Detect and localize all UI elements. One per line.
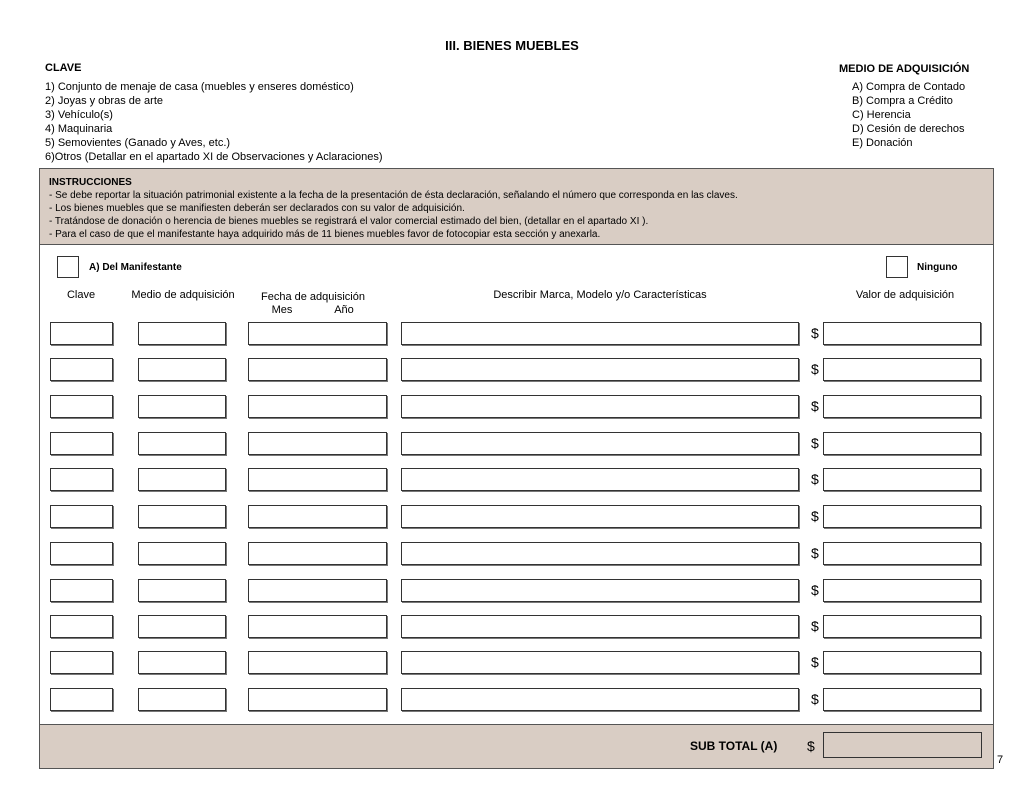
fecha-field[interactable]: [248, 432, 387, 455]
fecha-field[interactable]: [248, 651, 387, 674]
valor-field[interactable]: [823, 542, 981, 565]
describir-field[interactable]: [401, 688, 799, 711]
fecha-field[interactable]: [248, 358, 387, 381]
section-title: III. BIENES MUEBLES: [445, 38, 579, 53]
clave-item: 2) Joyas y obras de arte: [45, 95, 164, 107]
valor-field[interactable]: [823, 468, 981, 491]
clave-item: 4) Maquinaria: [45, 123, 113, 135]
clave-field[interactable]: [50, 615, 113, 638]
manifestante-checkbox[interactable]: [57, 256, 79, 278]
describir-field[interactable]: [401, 432, 799, 455]
describir-field[interactable]: [401, 322, 799, 345]
valor-currency: $: [811, 471, 819, 487]
clave-field[interactable]: [50, 395, 113, 418]
clave-item: 1) Conjunto de menaje de casa (muebles y enseres doméstico): [45, 81, 354, 93]
valor-field[interactable]: [823, 688, 981, 711]
medio-field[interactable]: [138, 615, 226, 638]
medio-item: C) Herencia: [852, 109, 911, 121]
valor-currency: $: [811, 691, 819, 707]
clave-item: 5) Semovientes (Ganado y Aves, etc.): [45, 137, 231, 149]
subtotal-field[interactable]: [823, 732, 982, 758]
clave-item: 6)Otros (Detallar en el apartado XI de Observaciones y Aclaraciones): [45, 151, 383, 163]
page-number: 7: [997, 754, 1004, 766]
medio-item: B) Compra a Crédito: [852, 95, 953, 107]
medio-field[interactable]: [138, 395, 226, 418]
describir-field[interactable]: [401, 651, 799, 674]
ninguno-label: Ninguno: [917, 262, 958, 273]
clave-heading: CLAVE: [45, 62, 82, 74]
fecha-field[interactable]: [248, 322, 387, 345]
valor-field[interactable]: [823, 579, 981, 602]
valor-currency: $: [811, 618, 819, 634]
valor-currency: $: [811, 582, 819, 598]
clave-list: [45, 80, 383, 164]
instructions-panel: [39, 168, 994, 245]
describir-field[interactable]: [401, 542, 799, 565]
clave-field[interactable]: [50, 651, 113, 674]
column-header-mes: Mes: [271, 304, 293, 316]
fecha-field[interactable]: [248, 615, 387, 638]
valor-currency: $: [811, 361, 819, 377]
fecha-field[interactable]: [248, 468, 387, 491]
valor-field[interactable]: [823, 432, 981, 455]
medio-field[interactable]: [138, 468, 226, 491]
medio-field[interactable]: [138, 322, 226, 345]
manifestante-label: A) Del Manifestante: [89, 262, 182, 273]
valor-field[interactable]: [823, 395, 981, 418]
fecha-field[interactable]: [248, 395, 387, 418]
fecha-field[interactable]: [248, 542, 387, 565]
instruction-line: - Tratándose de donación o herencia de bienes muebles se registrará el valor comercial estimado del bien, (detallar en el apartado XI ).: [49, 216, 649, 227]
medio-field[interactable]: [138, 432, 226, 455]
describir-field[interactable]: [401, 358, 799, 381]
valor-field[interactable]: [823, 615, 981, 638]
clave-item: 3) Vehículo(s): [45, 109, 113, 121]
subtotal-currency: $: [807, 738, 815, 754]
instruction-line: - Para el caso de que el manifestante haya adquirido más de 11 bienes muebles favor de fotocopiar esta sección y anexarla.: [49, 229, 601, 240]
describir-field[interactable]: [401, 395, 799, 418]
valor-field[interactable]: [823, 322, 981, 345]
column-header-describir: Describir Marca, Modelo y/o Características: [493, 289, 707, 301]
medio-list: [852, 80, 965, 150]
clave-field[interactable]: [50, 542, 113, 565]
valor-currency: $: [811, 325, 819, 341]
medio-field[interactable]: [138, 542, 226, 565]
medio-item: A) Compra de Contado: [852, 81, 966, 93]
instruction-line: - Los bienes muebles que se manifiesten deberán ser declarados con su valor de adquisición.: [49, 203, 465, 214]
medio-field[interactable]: [138, 505, 226, 528]
fecha-field[interactable]: [248, 505, 387, 528]
medio-field[interactable]: [138, 688, 226, 711]
medio-field[interactable]: [138, 651, 226, 674]
clave-field[interactable]: [50, 322, 113, 345]
valor-currency: $: [811, 398, 819, 414]
column-header-medio: Medio de adquisición: [131, 289, 235, 301]
clave-field[interactable]: [50, 579, 113, 602]
medio-item: E) Donación: [852, 137, 913, 149]
column-header-valor: Valor de adquisición: [855, 289, 955, 301]
valor-field[interactable]: [823, 505, 981, 528]
medio-heading: MEDIO DE ADQUISICIÓN: [839, 63, 970, 75]
column-header-fecha: Fecha de adquisición: [261, 291, 365, 303]
valor-currency: $: [811, 545, 819, 561]
medio-item: D) Cesión de derechos: [852, 123, 965, 135]
describir-field[interactable]: [401, 615, 799, 638]
subtotal-label: SUB TOTAL (A): [690, 739, 778, 753]
column-header-anio: Año: [334, 304, 354, 316]
fecha-field[interactable]: [248, 688, 387, 711]
medio-field[interactable]: [138, 579, 226, 602]
valor-currency: $: [811, 435, 819, 451]
valor-currency: $: [811, 508, 819, 524]
valor-field[interactable]: [823, 651, 981, 674]
medio-field[interactable]: [138, 358, 226, 381]
valor-currency: $: [811, 654, 819, 670]
valor-field[interactable]: [823, 358, 981, 381]
fecha-field[interactable]: [248, 579, 387, 602]
instructions-title: INSTRUCCIONES: [49, 177, 132, 188]
clave-field[interactable]: [50, 432, 113, 455]
clave-field[interactable]: [50, 468, 113, 491]
clave-field[interactable]: [50, 688, 113, 711]
column-header-clave: Clave: [66, 289, 96, 301]
describir-field[interactable]: [401, 505, 799, 528]
describir-field[interactable]: [401, 468, 799, 491]
clave-field[interactable]: [50, 505, 113, 528]
describir-field[interactable]: [401, 579, 799, 602]
clave-field[interactable]: [50, 358, 113, 381]
ninguno-checkbox[interactable]: [886, 256, 908, 278]
instruction-line: - Se debe reportar la situación patrimonial existente a la fecha de la presentación de ésta declaración, señalando el número que corresponda en las claves.: [49, 190, 738, 201]
